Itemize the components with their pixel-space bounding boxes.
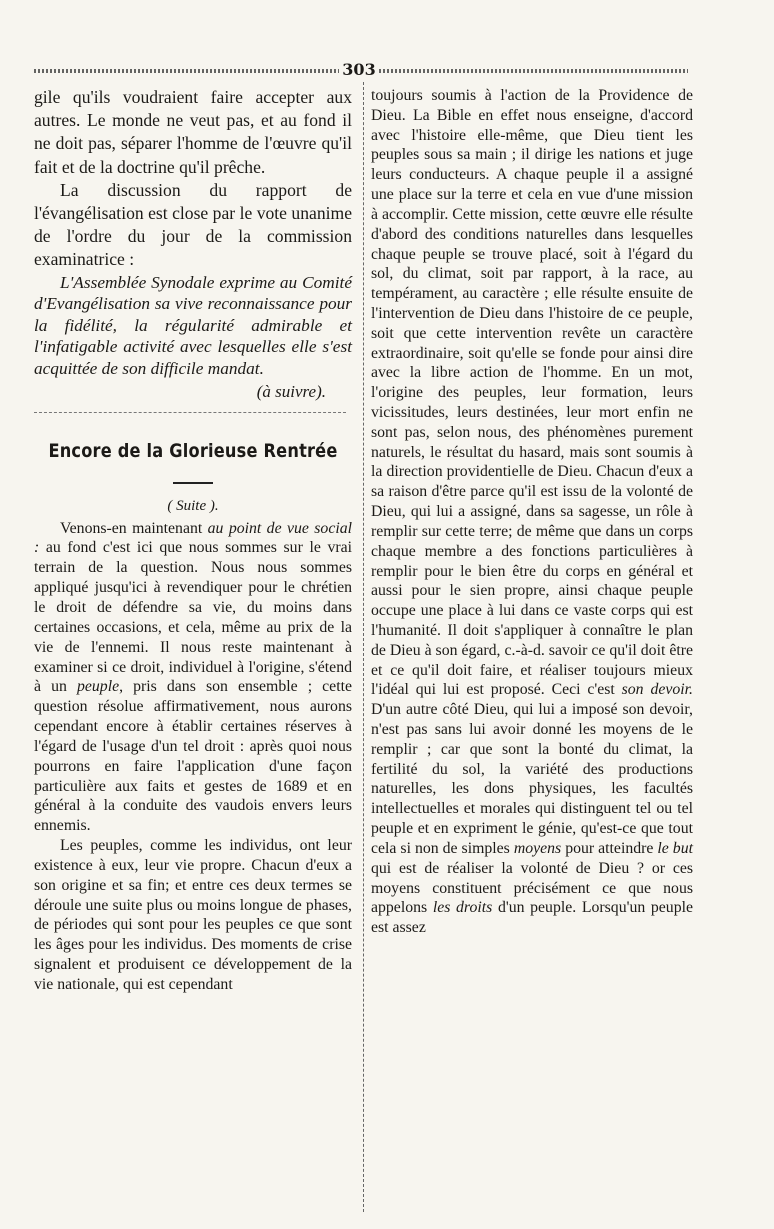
paragraph-providence: toujours soumis à l'action de la Providence de Dieu. La Bible en effet nous enseigne, d'accord avec l'histoire elle-même, que Dieu tient les peuples sous sa main ; il dirige les nations et juge leurs conducteurs. A chaque peuple il a assigné une place sur la terre et cela en vue d'une mission à accomplir. Cette mission, cette œuvre elle résulte d'abord des conditions naturelles dans lesquelles chaque peuple se trouve placé, soit à l'égard du sol, du climat, soit par rapport, à la race, au tempérament, au caractère ; elle résulte ensuite de l'intervention de Dieu dans l'histoire de ce peuple, soit que cette intervention revête un caractère extraordinaire, soit qu'elle se fonde pour ainsi dire avec la libre action de l'homme. En un mot, l'origine des peuples, leur formation, leurs vicissitudes, leurs destinées, leur mort enfin ne sont pas, selon nous, des phénomènes purement naturels, le résultat du hasard, mais sont soumis à la direction providentielle de Dieu. Chacun d'eux a sa raison d'être parce qu'il est issu de la volonté de Dieu, qui lui a assigné, dans sa sagesse, un rôle à remplir sur cette terre; de même que dans un corps chaque membre a des fonctions particulières à remplir pour le bien être du corps en général et aussi pour le sien propre, ainsi chaque peuple occupe une place à lui dans ce vaste corps qui est l'humanité. Il doit s'appliquer à connaître le plan de Dieu à son égard, c.-à-d. savoir ce qu'il doit être et ce qu'il doit faire, et réaliser toujours mieux l'idéal qui lui est proposé. Ceci c'est son devoir. D'un autre côté Dieu, qui lui a imposé son devoir, n'est pas sans lui avoir donné les moyens de le remplir ; car que sont la bonté du climat, la fertilité du sol, la variété des productions naturelles, les dons physiques, les facultés intellectuelles et morales qui distinguent tel ou tel peuple et en expriment le génie, qu'est-ce que tout cela si non de simples moyens pour atteindre le but qui est de réaliser la volonté de Dieu ? or ces moyens constituent précisément ce que nous appelons les droits d'un peuple. Lorsqu'un peuple est assez (371, 87, 693, 937)
paragraph-social-view: Venons-en maintenant au point de vue social : au fond c'est ici que nous sommes sur le vrai terrain de la question. Nous nous sommes appliqué jusqu'ici à revendiquer pour le chrétien le droit de défendre sa vie, du moins dans certaines occasions, et cela, même au prix de la vie de l'ennemi. Il nous reste maintenant à examiner si ce droit, individuel à l'origine, s'étend à un peuple, pris dans son ensemble ; cette question résolue affirmativement, nous aurons cependant encore à établir certaines réserves à l'égard de l'usage d'un tel droit : après quoi nous pourrons en faire l'application d'une façon particulière aux faits et gestes de 1689 et en général à la conduite des vaudois envers leurs ennemis. (34, 519, 353, 835)
header-ornament-left (34, 69, 339, 73)
discussion-paragraph: La discussion du rapport de l'évangélisation est close par le vote unanime de l'ordre du jour de la commission examinatrice : (34, 179, 352, 270)
right-column (371, 86, 693, 938)
synod-report-text (34, 86, 352, 272)
article-title: Encore de la Glorieuse Rentrée (48, 439, 338, 462)
title-rule (173, 482, 213, 484)
section-separator (34, 412, 346, 413)
article-subtitle: ( Suite ). (167, 497, 219, 514)
paragraph-peoples: Les peuples, comme les individus, ont leur existence à eux, leur vie propre. Chacun d'eux a son origine et sa fin; et entre ces deux termes se déroule une suite plus ou moins longue de phases, de périodes qui sont pour les peuples ce que sont les âges pour les individus. Des moments de crise signalent et produisent ce développement de la vie nationale, qui est cependant (34, 837, 352, 993)
resolution-text: L'Assemblée Synodale exprime au Comité d'Evangélisation sa vive reconnaissance pour la fidélité, la régularité admirable et l'infatigable activité avec lesquelles elle s'est acquittée de son difficile mandat. (34, 272, 352, 378)
left-column (34, 86, 352, 995)
page-number: 303 (342, 60, 376, 79)
continued-paragraph: gile qu'ils voudraient faire accepter aux autres. Le monde ne veut pas, et au fond il ne doit pas, séparer l'homme de l'œuvre qu'il fait et de la doctrine qu'il prêche. (34, 87, 352, 177)
column-divider (363, 82, 364, 1212)
to-be-continued: (à suivre). (256, 381, 326, 401)
page-header (34, 60, 688, 80)
article-body-left (34, 519, 352, 995)
header-ornament-right (379, 69, 688, 73)
